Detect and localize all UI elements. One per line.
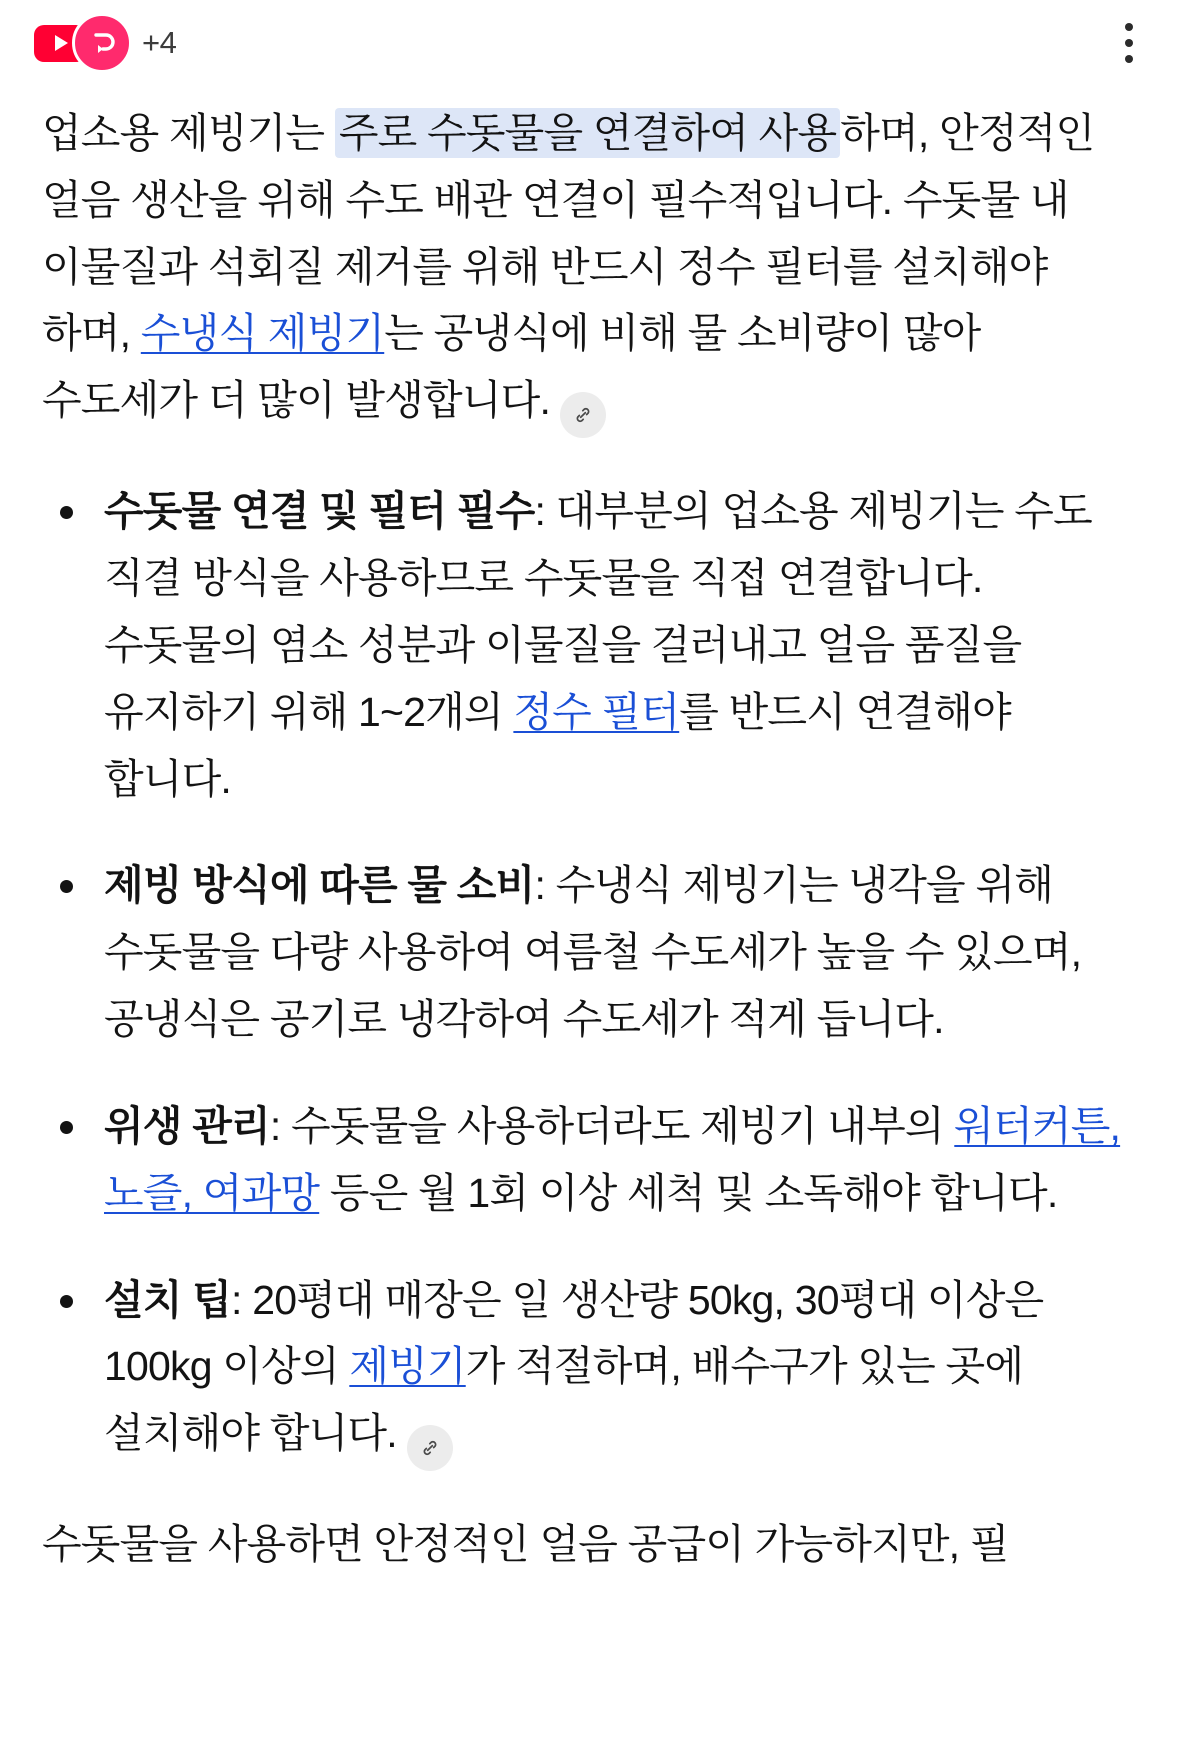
bullet-list (42, 478, 1137, 1471)
inline-link-ice-maker[interactable]: 제빙기 (349, 1343, 466, 1390)
inline-link-water-curtain-nozzle-filter-net[interactable]: 워터커튼, 노즐, 여과망 (104, 1102, 1121, 1216)
top-bar (0, 0, 1179, 86)
bullet-sep: : (534, 862, 556, 909)
answer-body (0, 100, 1179, 1578)
bullet-title: 제빙 방식에 따른 물 소비 (104, 862, 535, 909)
list-item (42, 1267, 1137, 1472)
lead-text-2: 하며, 안정적인 얼음 생산을 위해 수도 배관 연결이 필수적입니다. 수돗물 내 이물질과 석회질 제거를 위해 반드시 정수 필터를 설치해야 하며, (42, 110, 1095, 357)
inline-link-water-cooled-ice-maker[interactable]: 수냉식 제빙기 (140, 310, 385, 357)
bullet-text-1: 수돗물을 사용하더라도 제빙기 내부의 (291, 1102, 955, 1149)
link-citation-icon[interactable] (560, 392, 606, 438)
bullet-text-1: 수냉식 제빙기는 냉각을 위해 수돗물을 다량 사용하여 여름철 수도세가 높을 수 있으며, 공냉식은 공기로 냉각하여 수도세가 적게 듭니다. (104, 862, 1082, 1043)
tail-paragraph: 수돗물을 사용하면 안정적인 얼음 공급이 가능하지만, 필 (42, 1521, 1009, 1568)
bullet-sep: : (231, 1276, 253, 1323)
kebab-menu-icon[interactable] (1107, 15, 1151, 71)
bullet-text-2: 를 반드시 연결해야 합니다. (104, 688, 1011, 802)
bullet-text-2: 가 적절하며, 배수구가 있는 곳에 설치해야 합니다. (104, 1343, 1024, 1457)
link-citation-icon[interactable] (407, 1425, 453, 1471)
bullet-title: 위생 관리 (104, 1102, 270, 1149)
bullet-title: 수돗물 연결 및 필터 필수 (104, 488, 535, 535)
list-item (42, 852, 1137, 1052)
bullet-text-2: 등은 월 1회 이상 세척 및 소독해야 합니다. (319, 1169, 1058, 1216)
bullet-text-1: 20평대 매장은 일 생산량 50kg, 30평대 이상은 100kg 이상의 (104, 1276, 1044, 1390)
lead-text-3: 는 공냉식에 비해 물 소비량이 많아 수도세가 더 많이 발생합니다. (42, 310, 981, 424)
more-sources-count: +4 (142, 25, 177, 60)
bullet-text-1: 대부분의 업소용 제빙기는 수도 직결 방식을 사용하므로 수돗물을 직접 연결합니다. 수돗물의 염소 성분과 이물질을 걸러내고 얼음 품질을 유지하기 위해 1~2개의 (104, 488, 1092, 735)
bullet-title: 설치 팁 (104, 1276, 232, 1323)
lead-paragraph (42, 100, 1137, 438)
bullet-sep: : (269, 1102, 292, 1149)
list-item (42, 478, 1137, 812)
source-chip-group[interactable] (30, 13, 176, 73)
lead-highlight: 주로 수돗물을 연결하여 사용 (335, 108, 840, 158)
list-item (42, 1093, 1137, 1227)
inline-link-water-filter[interactable]: 정수 필터 (513, 688, 680, 735)
lead-text-1: 업소용 제빙기는 (42, 110, 335, 156)
bullet-sep: : (534, 488, 556, 535)
link-badge-icon[interactable] (72, 13, 132, 73)
